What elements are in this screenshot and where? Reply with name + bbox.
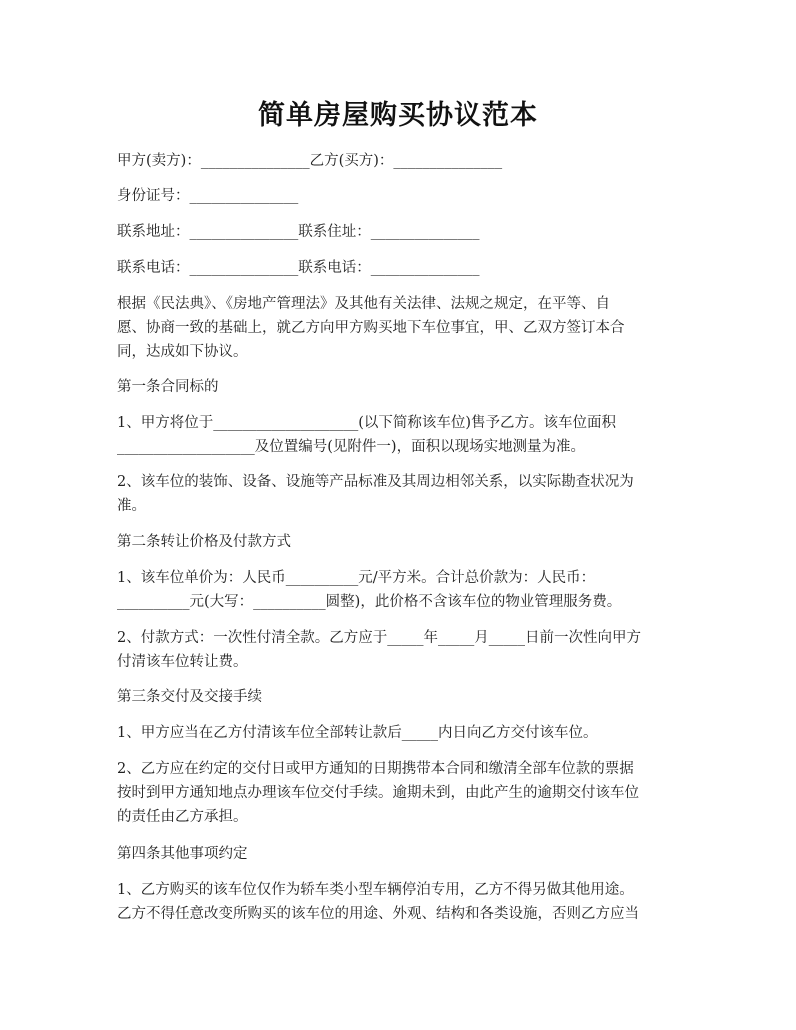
article2-heading: 第二条转让价格及付款方式 [117,534,291,550]
article1-heading: 第一条合同标的 [117,379,219,395]
paragraph-line: 2、该车位的装饰、设备、设施等产品标准及其周边相邻关系，以实际勘查状况为 [117,474,634,490]
id-number-line: 身份证号：_______________ [117,188,299,204]
preamble-paragraph [117,292,685,364]
paragraph-line: ___________________及位置编号(见附件一)，面积以现场实地测量为准。 [117,439,586,455]
paragraph-line: 1、乙方购买的该车位仅作为轿车类小型车辆停泊专用，乙方不得另做其他用途。 [117,882,634,898]
paragraph-line: 付清该车位转让费。 [117,654,248,670]
preamble-line: 同，达成如下协议。 [117,344,248,360]
article3-item1 [117,721,685,745]
paragraph-line: 的责任由乙方承担。 [117,809,248,825]
paragraph-line: 1、该车位单价为：人民币__________元/平方米。合计总价款为：人民币： [117,570,596,586]
preamble-line: 愿、协商一致的基础上，就乙方向甲方购买地下车位事宜，甲、乙双方签订本合 [117,320,625,336]
article1-item2 [117,470,685,518]
article3-item2 [117,757,685,829]
article4-item1 [117,878,685,926]
address-line: 联系地址：_______________联系住址：_______________ [117,224,480,240]
paragraph-line: __________元(大写：__________圆整)，此价格不含该车位的物业管理服务费。 [117,594,622,610]
article1-item1 [117,411,685,459]
page-title: 简单房屋购买协议范本 [258,100,538,131]
article2-item2 [117,626,685,674]
paragraph-line: 按时到甲方通知地点办理该车位交付手续。逾期未到，由此产生的逾期交付该车位 [117,785,639,801]
article3-heading: 第三条交付及交接手续 [117,689,262,705]
paragraph-line: 2、乙方应在约定的交付日或甲方通知的日期携带本合同和缴清全部车位款的票据 [117,761,634,777]
paragraph-line: 1、甲方将位于____________________(以下简称该车位)售予乙方。该车位面积 [117,415,617,431]
article4-heading: 第四条其他事项约定 [117,846,248,862]
paragraph-line: 准。 [117,498,146,514]
article2-item1 [117,566,685,614]
phone-line: 联系电话：_______________联系电话：_______________ [117,260,480,276]
seller-buyer-line: 甲方(卖方)：_______________乙方(买方)：_______________ [117,153,503,169]
paragraph-line: 1、甲方应当在乙方付清该车位全部转让款后_____内日向乙方交付该车位。 [117,725,598,741]
paragraph-line: 乙方不得任意改变所购买的该车位的用途、外观、结构和各类设施，否则乙方应当 [117,906,639,922]
paragraph-line: 2、付款方式：一次性付清全款。乙方应于_____年_____月_____日前一次性向甲方 [117,630,641,646]
preamble-line: 根据《民法典》、《房地产管理法》及其他有关法律、法规之规定，在平等、自 [117,296,610,312]
